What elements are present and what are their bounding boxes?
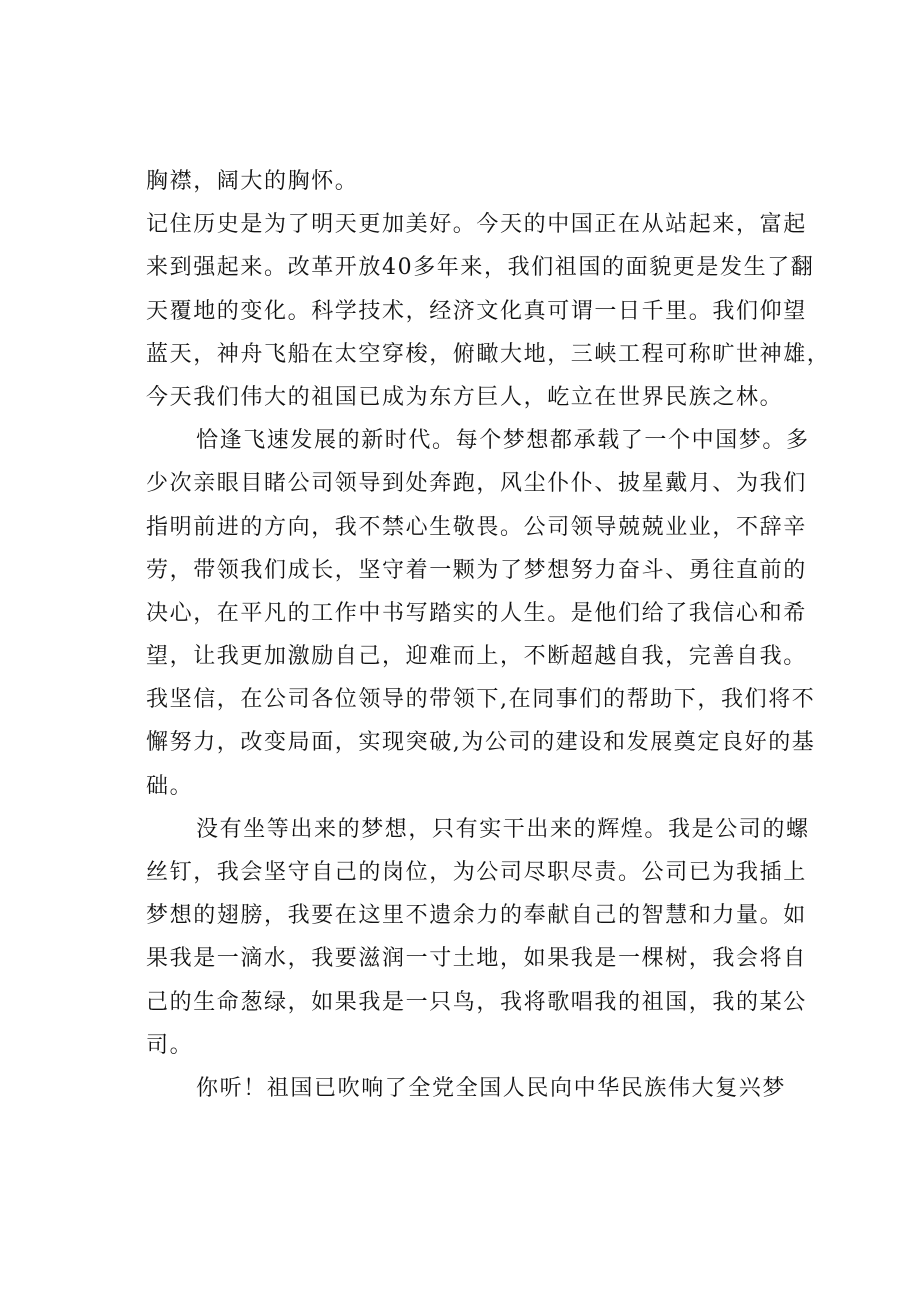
text-line: 础。 [146, 773, 194, 799]
text-line: 少次亲眼目睹公司领导到处奔跑，风尘仆仆、披星戴月、为我们 [146, 471, 807, 497]
text-line: 天覆地的变化。科学技术，经济文化真可谓一日千里。我们仰望 [146, 298, 807, 324]
document-page [146, 160, 831, 1110]
paragraph-continuation [146, 160, 786, 203]
text-line: 指明前进的方向，我不禁心生敬畏。公司领导兢兢业业，不辞辛 [146, 514, 807, 540]
paragraph-new-era [146, 419, 816, 808]
paragraph-history [146, 203, 831, 419]
text-line: 梦想的翅膀，我要在这里不遗余力的奉献自己的智慧和力量。如 [146, 903, 807, 929]
text-line: 懈努力，改变局面，实现突破,为公司的建设和发展奠定良好的基 [146, 730, 816, 756]
text-line: 己的生命葱绿，如果我是一只鸟，我将歌唱我的祖国，我的某公 [146, 989, 807, 1015]
text-line: 蓝天，神舟飞船在太空穿梭，俯瞰大地，三峡工程可称旷世神雄， [146, 341, 831, 367]
text-line: 劳，带领我们成长，坚守着一颗为了梦想努力奋斗、勇往直前的 [146, 557, 807, 583]
text-line: 我坚信，在公司各位领导的带领下,在同事们的帮助下，我们将不 [146, 687, 816, 713]
text-line: 恰逢飞速发展的新时代。每个梦想都承载了一个中国梦。多 [196, 428, 810, 454]
text-line: 你听！祖国已吹响了全党全国人民向中华民族伟大复兴梦 [196, 1075, 787, 1101]
text-line: 记住历史是为了明天更加美好。今天的中国正在从站起来，富起 [146, 212, 807, 238]
paragraph-listen [146, 1067, 786, 1110]
text-line: 来到强起来。改革开放40多年来，我们祖国的面貌更是发生了翻 [146, 255, 815, 281]
paragraph-dream [146, 808, 810, 1067]
text-line: 司。 [146, 1032, 194, 1058]
text-line: 没有坐等出来的梦想，只有实干出来的辉煌。我是公司的螺 [196, 816, 810, 842]
text-line: 今天我们伟大的祖国已成为东方巨人，屹立在世界民族之林。 [146, 384, 784, 410]
text-line: 决心，在平凡的工作中书写踏实的人生。是他们给了我信心和希 [146, 600, 807, 626]
text-line: 果我是一滴水，我要滋润一寸土地，如果我是一棵树，我会将自 [146, 946, 807, 972]
text-line: 丝钉，我会坚守自己的岗位，为公司尽职尽责。公司已为我插上 [146, 860, 807, 885]
text-line: 胸襟，阔大的胸怀。 [146, 169, 359, 194]
text-line: 望，让我更加激励自己，迎难而上，不断超越自我，完善自我。 [146, 644, 807, 670]
